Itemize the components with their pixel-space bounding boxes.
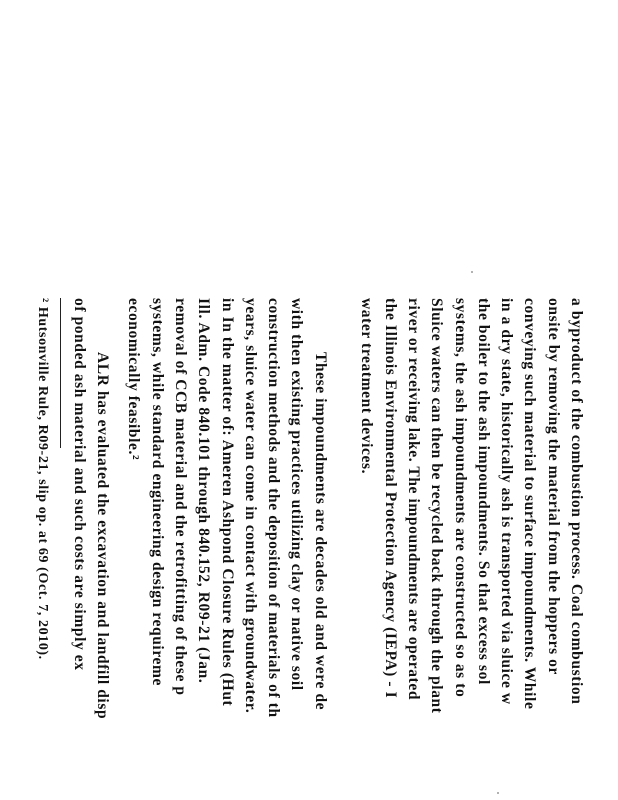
- text-line: in In the matter of: Ameren Ashpond Closure Rules (Hut: [218, 298, 236, 707]
- text-line: conveying such material to surface impoundments. While: [521, 298, 539, 710]
- paragraph-1: [355, 298, 588, 800]
- text-line: of ponded ash material and such costs are simply ex: [70, 298, 88, 671]
- text-line: construction methods and the deposition of materials of th: [265, 298, 283, 718]
- text-line: These impoundments are decades old and were de: [311, 352, 329, 711]
- text-line: economically feasible.²: [125, 298, 143, 461]
- paragraph-3: [67, 298, 114, 800]
- text-line: ALR has evaluated the excavation and landfill disp: [94, 352, 112, 720]
- body-text: [32, 298, 588, 800]
- text-line: Sluice waters can then be recycled back through the plant: [428, 298, 446, 714]
- text-line: water treatment devices.: [358, 298, 376, 475]
- text-line: a byproduct of the combustion process. Coal combustion: [568, 298, 585, 705]
- paragraph-gap: [114, 298, 122, 800]
- text-line: removal of CCB material and the retrofitting of these p: [171, 298, 189, 696]
- text-line: years, sluice water can come in contact with groundwater.: [241, 298, 259, 714]
- text-line: systems, the ash impoundments are constructed so as to: [451, 298, 469, 698]
- text-line: river or receiving lake. The impoundments are operated: [404, 298, 422, 701]
- text-line: with then existing practices utilizing clay or native soil: [288, 298, 306, 691]
- footnote: ² Hutsonville Rule, R09-21, slip op. at 69 (Oct. 7, 2010).: [35, 298, 51, 660]
- paragraph-gap: [332, 298, 355, 800]
- paragraph-2: [122, 298, 332, 800]
- text-line: the Illinois Environmental Protection Agency (IEPA) - I: [381, 298, 399, 699]
- text-line: Ill. Adm. Code 840.101 through 840.152, R09-21 (Jan.: [195, 298, 213, 684]
- text-line: the boiler to the ash impoundments. So that excess sol: [474, 298, 492, 685]
- footnote-rule: [60, 298, 61, 448]
- text-line: in a dry state, historically ash is transported via sluice w: [498, 298, 516, 705]
- text-line: systems, while standard engineering design requireme: [148, 298, 166, 686]
- text-line: onsite by removing the material from the hoppers or: [544, 298, 562, 676]
